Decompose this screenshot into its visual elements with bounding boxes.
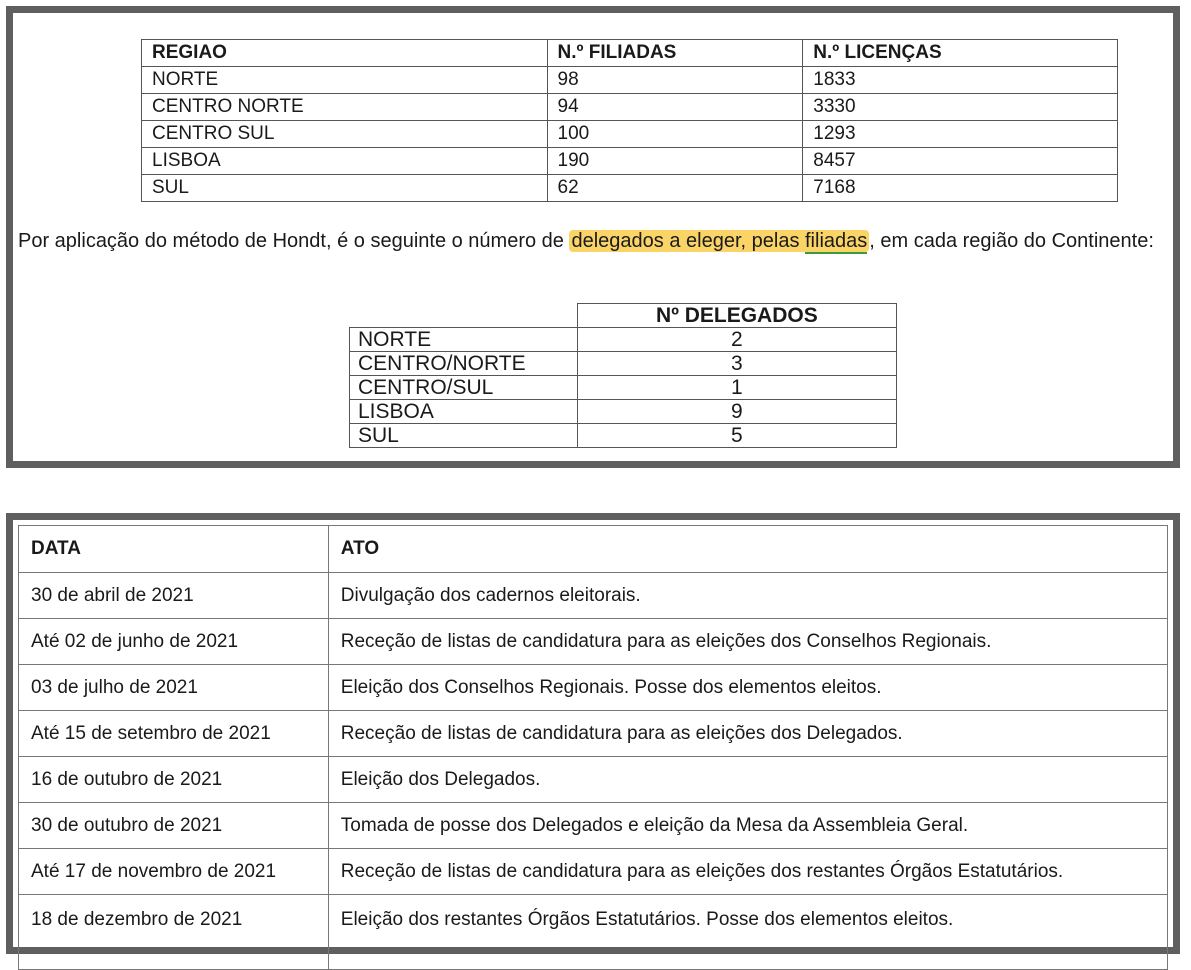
header-regiao: REGIAO	[142, 40, 548, 67]
regions-panel	[6, 6, 1180, 468]
cell-region: CENTRO SUL	[142, 121, 548, 148]
table-header-row	[350, 304, 897, 328]
cell-act: Receção de listas de candidatura para as eleições dos Delegados.	[328, 711, 1167, 757]
cell-act: Receção de listas de candidatura para as eleições dos restantes Órgãos Estatutários.	[328, 849, 1167, 895]
cell-licencas: 8457	[803, 148, 1118, 175]
cell-region: CENTRO/SUL	[350, 376, 578, 400]
table-row	[142, 121, 1118, 148]
cell-region: SUL	[142, 175, 548, 202]
table-header-row	[142, 40, 1118, 67]
cell-delegados: 3	[577, 352, 896, 376]
header-filiadas: N.º FILIADAS	[547, 40, 803, 67]
table-row	[350, 376, 897, 400]
cell-date: 03 de julho de 2021	[19, 665, 329, 711]
cell-act: Eleição dos Delegados.	[328, 757, 1167, 803]
cell-licencas: 7168	[803, 175, 1118, 202]
table-row	[19, 757, 1168, 803]
table-row	[19, 711, 1168, 757]
cell-act: Receção de listas de candidatura para as eleições dos Conselhos Regionais.	[328, 619, 1167, 665]
cell-date: Até 02 de junho de 2021	[19, 619, 329, 665]
schedule-panel	[6, 513, 1180, 954]
regions-table	[141, 39, 1118, 202]
cell-filiadas: 94	[547, 94, 803, 121]
cell-filiadas: 190	[547, 148, 803, 175]
table-row	[350, 400, 897, 424]
table-row	[19, 573, 1168, 619]
table-row	[350, 424, 897, 448]
cell-date: 30 de abril de 2021	[19, 573, 329, 619]
cell-date: Até 15 de setembro de 2021	[19, 711, 329, 757]
table-row	[19, 895, 1168, 970]
table-row	[19, 849, 1168, 895]
cell-licencas: 1833	[803, 67, 1118, 94]
cell-act: Eleição dos Conselhos Regionais. Posse dos elementos eleitos.	[328, 665, 1167, 711]
header-ato: ATO	[328, 526, 1167, 573]
header-licencas: N.º LICENÇAS	[803, 40, 1118, 67]
cell-region: NORTE	[142, 67, 548, 94]
table-row	[350, 352, 897, 376]
cell-delegados: 1	[577, 376, 896, 400]
cell-filiadas: 98	[547, 67, 803, 94]
cell-region: SUL	[350, 424, 578, 448]
table-row	[19, 803, 1168, 849]
cell-region: LISBOA	[350, 400, 578, 424]
delegates-table	[349, 303, 897, 448]
cell-date: 30 de outubro de 2021	[19, 803, 329, 849]
table-row	[19, 665, 1168, 711]
schedule-table	[18, 525, 1168, 970]
table-row	[19, 619, 1168, 665]
cell-filiadas: 100	[547, 121, 803, 148]
table-row	[142, 67, 1118, 94]
highlighted-text	[569, 230, 869, 252]
hondt-paragraph	[18, 231, 1173, 251]
cell-region: LISBOA	[142, 148, 548, 175]
cell-licencas: 1293	[803, 121, 1118, 148]
cell-delegados: 2	[577, 328, 896, 352]
paragraph-text-end: , em cada região do Continente:	[869, 230, 1154, 252]
table-row	[142, 175, 1118, 202]
table-header-row	[19, 526, 1168, 573]
underlined-highlight: filiadas	[805, 230, 868, 252]
cell-date: 18 de dezembro de 2021	[19, 895, 329, 970]
cell-act: Divulgação dos cadernos eleitorais.	[328, 573, 1167, 619]
table-row	[142, 148, 1118, 175]
header-data: DATA	[19, 526, 329, 573]
cell-region: NORTE	[350, 328, 578, 352]
cell-act: Tomada de posse dos Delegados e eleição da Mesa da Assembleia Geral.	[328, 803, 1167, 849]
cell-region: CENTRO/NORTE	[350, 352, 578, 376]
header-delegados: Nº DELEGADOS	[577, 304, 896, 328]
table-row	[142, 94, 1118, 121]
cell-delegados: 9	[577, 400, 896, 424]
table-row	[350, 328, 897, 352]
cell-date: 16 de outubro de 2021	[19, 757, 329, 803]
highlight-part: delegados a eleger, pelas	[571, 230, 805, 252]
header-empty	[350, 304, 578, 328]
cell-delegados: 5	[577, 424, 896, 448]
cell-region: CENTRO NORTE	[142, 94, 548, 121]
paragraph-text: Por aplicação do método de Hondt, é o seguinte o número de	[18, 230, 570, 252]
cell-date: Até 17 de novembro de 2021	[19, 849, 329, 895]
cell-act: Eleição dos restantes Órgãos Estatutários. Posse dos elementos eleitos.	[328, 895, 1167, 970]
cell-filiadas: 62	[547, 175, 803, 202]
cell-licencas: 3330	[803, 94, 1118, 121]
